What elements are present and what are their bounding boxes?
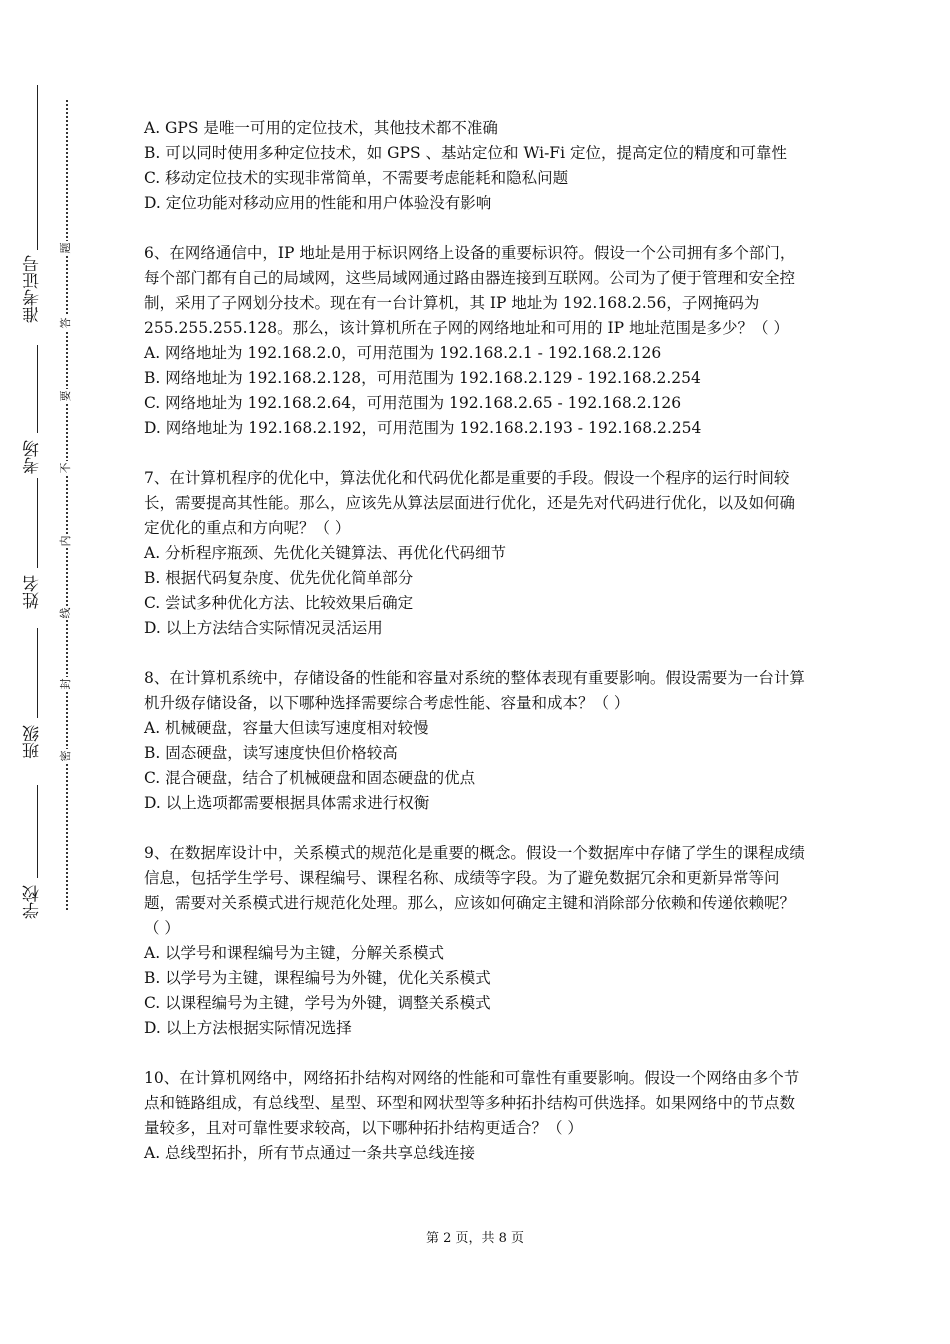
question-content — [144, 116, 810, 1166]
seal-char: 答 — [59, 316, 75, 330]
option: C. 移动定位技术的实现非常简单，不需要考虑能耗和隐私问题 — [144, 169, 569, 187]
question-6 — [144, 241, 810, 441]
option: D. 以上选项都需要根据具体需求进行权衡 — [144, 794, 430, 812]
seal-char: 线 — [59, 606, 75, 620]
question-stem: 7、在计算机程序的优化中，算法优化和代码优化都是重要的手段。假设一个程序的运行时间较长，需要提高其性能。那么，应该先从算法层面进行优化，还是先对代码进行优化，以及如何确定优化的重点和方向呢？（ ） — [144, 469, 796, 537]
binding-margin — [0, 0, 110, 1344]
question-8 — [144, 666, 810, 816]
option: C. 以课程编号为主键，学号为外键，调整关系模式 — [144, 994, 491, 1012]
option: D. 以上方法根据实际情况选择 — [144, 1019, 352, 1037]
option: B. 根据代码复杂度、优先优化简单部分 — [144, 569, 414, 587]
question-7 — [144, 466, 810, 641]
option: C. 网络地址为 192.168.2.64，可用范围为 192.168.2.65 - 192.168.2.126 — [144, 394, 682, 412]
school-line — [37, 785, 38, 878]
option: A. 以学号和课程编号为主键，分解关系模式 — [144, 944, 445, 962]
option: A. 机械硬盘，容量大但读写速度相对较慢 — [144, 719, 429, 737]
option: A. 网络地址为 192.168.2.0，可用范围为 192.168.2.1 - 192.168.2.126 — [144, 344, 662, 362]
exam-room-label: 考场 — [23, 440, 43, 474]
seal-char: 密 — [59, 749, 75, 763]
option: B. 固态硬盘，读写速度快但价格较高 — [144, 744, 398, 762]
exam-room-line — [37, 345, 38, 433]
exam-number-label: 准考证号 — [23, 255, 43, 323]
name-label: 姓名 — [23, 575, 43, 609]
option: D. 定位功能对移动应用的性能和用户体验没有影响 — [144, 194, 492, 212]
option: B. 网络地址为 192.168.2.128，可用范围为 192.168.2.129 - 192.168.2.254 — [144, 369, 701, 387]
option: B. 可以同时使用多种定位技术，如 GPS 、基站定位和 Wi-Fi 定位，提高定位的精度和可靠性 — [144, 144, 787, 162]
seal-char: 内 — [59, 534, 75, 548]
question-stem: 8、在计算机系统中，存储设备的性能和容量对系统的整体表现有重要影响。假设需要为一台计算机升级存储设备，以下哪种选择需要综合考虑性能、容量和成本？（ ） — [144, 669, 805, 712]
option: D. 以上方法结合实际情况灵活运用 — [144, 619, 383, 637]
question-stem: 9、在数据库设计中，关系模式的规范化是重要的概念。假设一个数据库中存储了学生的课程成绩信息，包括学生学号、课程编号、课程名称、成绩等字段。为了避免数据冗余和更新异常等问题，需要对关系模式进行规范化处理。那么，应该如何确定主键和消除部分依赖和传递依赖呢？（ ） — [144, 844, 805, 937]
prev-question-options — [144, 116, 810, 216]
seal-char: 不 — [59, 461, 75, 475]
option: D. 网络地址为 192.168.2.192，可用范围为 192.168.2.193 - 192.168.2.254 — [144, 419, 702, 437]
option: C. 尝试多种优化方法、比较效果后确定 — [144, 594, 414, 612]
exam-number-line — [37, 85, 38, 250]
question-9 — [144, 841, 810, 1041]
page-footer: 第 2 页，共 8 页 — [425, 1231, 525, 1246]
seal-dotted-line — [66, 100, 68, 910]
question-stem: 10、在计算机网络中，网络拓扑结构对网络的性能和可靠性有重要影响。假设一个网络由多个节点和链路组成，有总线型、星型、环型和网状型等多种拓扑结构可供选择。如果网络中的节点数量较多，且对可靠性要求较高，以下哪种拓扑结构更适合？（ ） — [144, 1069, 800, 1137]
option: C. 混合硬盘，结合了机械硬盘和固态硬盘的优点 — [144, 769, 476, 787]
school-label: 学校 — [23, 885, 43, 919]
class-line — [37, 628, 38, 718]
question-10 — [144, 1066, 810, 1166]
option: B. 以学号为主键，课程编号为外键，优化关系模式 — [144, 969, 491, 987]
option: A. GPS 是唯一可用的定位技术，其他技术都不准确 — [144, 119, 498, 137]
seal-char: 要 — [59, 389, 75, 403]
option: A. 总线型拓扑，所有节点通过一条共享总线连接 — [144, 1144, 476, 1162]
name-line — [37, 478, 38, 568]
seal-char: 封 — [59, 677, 75, 691]
seal-char: 题 — [59, 241, 75, 255]
class-label: 班级 — [23, 725, 43, 759]
option: A. 分析程序瓶颈、先优化关键算法、再优化代码细节 — [144, 544, 507, 562]
question-stem: 6、在网络通信中，IP 地址是用于标识网络上设备的重要标识符。假设一个公司拥有多个部门，每个部门都有自己的局域网，这些局域网通过路由器连接到互联网。公司为了便于管理和安全控制，采用了子网划分技术。现在有一台计算机，其 IP 地址为 192.168.2.56，子网掩码为 255.255.255.128。那么，该计算机所在子网的网络地址和可用的 IP 地址范围是多少？（ ） — [144, 244, 796, 337]
